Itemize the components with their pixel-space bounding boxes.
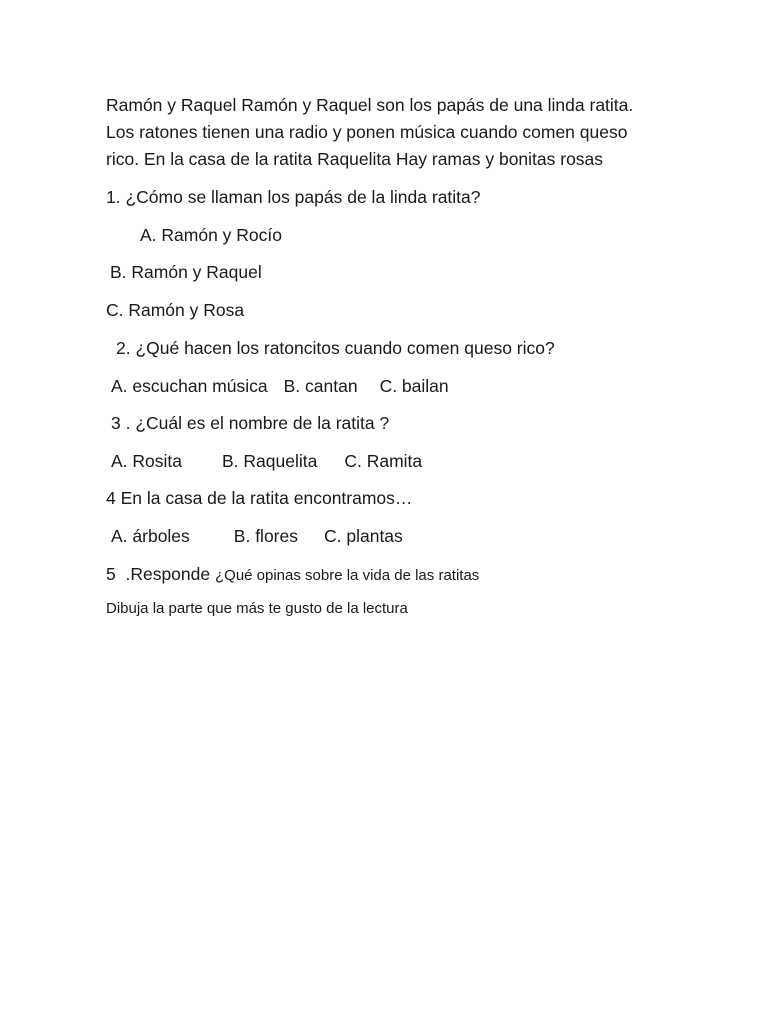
q3-option-c: C. Ramita (344, 451, 423, 471)
paragraph-line-3: rico. En la casa de la ratita Raquelita Hay ramas y bonitas rosas (106, 149, 604, 169)
q3-options (111, 448, 422, 474)
q1-option-c: C. Ramón y Rosa (106, 300, 245, 320)
q4-option-a: A. árboles (111, 526, 190, 546)
q5-prefix: 5 .Responde (106, 564, 211, 584)
q4-option-c: C. plantas (324, 526, 403, 546)
q2-option-a: A. escuchan música (111, 376, 268, 396)
paragraph-line-1: Ramón y Raquel Ramón y Raquel son los papás de una linda ratita. (106, 95, 634, 115)
q5-question: ¿Qué opinas sobre la vida de las ratitas (214, 567, 480, 584)
q1-option-a: A. Ramón y Rocío (140, 225, 282, 245)
question-5 (106, 561, 479, 589)
q3-option-b: B. Raquelita (222, 451, 318, 471)
question-3: 3 . ¿Cuál es el nombre de la ratita ? (111, 413, 390, 433)
q2-option-b: B. cantan (283, 376, 358, 396)
q4-option-b: B. flores (233, 526, 298, 546)
reading-paragraph (106, 92, 666, 173)
drawing-instruction: Dibuja la parte que más te gusto de la lectura (106, 600, 408, 617)
paragraph-line-2: Los ratones tienen una radio y ponen música cuando comen queso (106, 122, 628, 142)
q2-option-c: C. bailan (379, 376, 449, 396)
q1-option-b: B. Ramón y Raquel (110, 262, 262, 282)
question-1: 1. ¿Cómo se llaman los papás de la linda ratita? (106, 187, 481, 207)
question-4: 4 En la casa de la ratita encontramos… (106, 488, 413, 508)
q4-options (111, 523, 403, 549)
q3-option-a: A. Rosita (111, 451, 182, 471)
question-2: 2. ¿Qué hacen los ratoncitos cuando comen queso rico? (116, 338, 555, 358)
q2-options (111, 373, 449, 399)
